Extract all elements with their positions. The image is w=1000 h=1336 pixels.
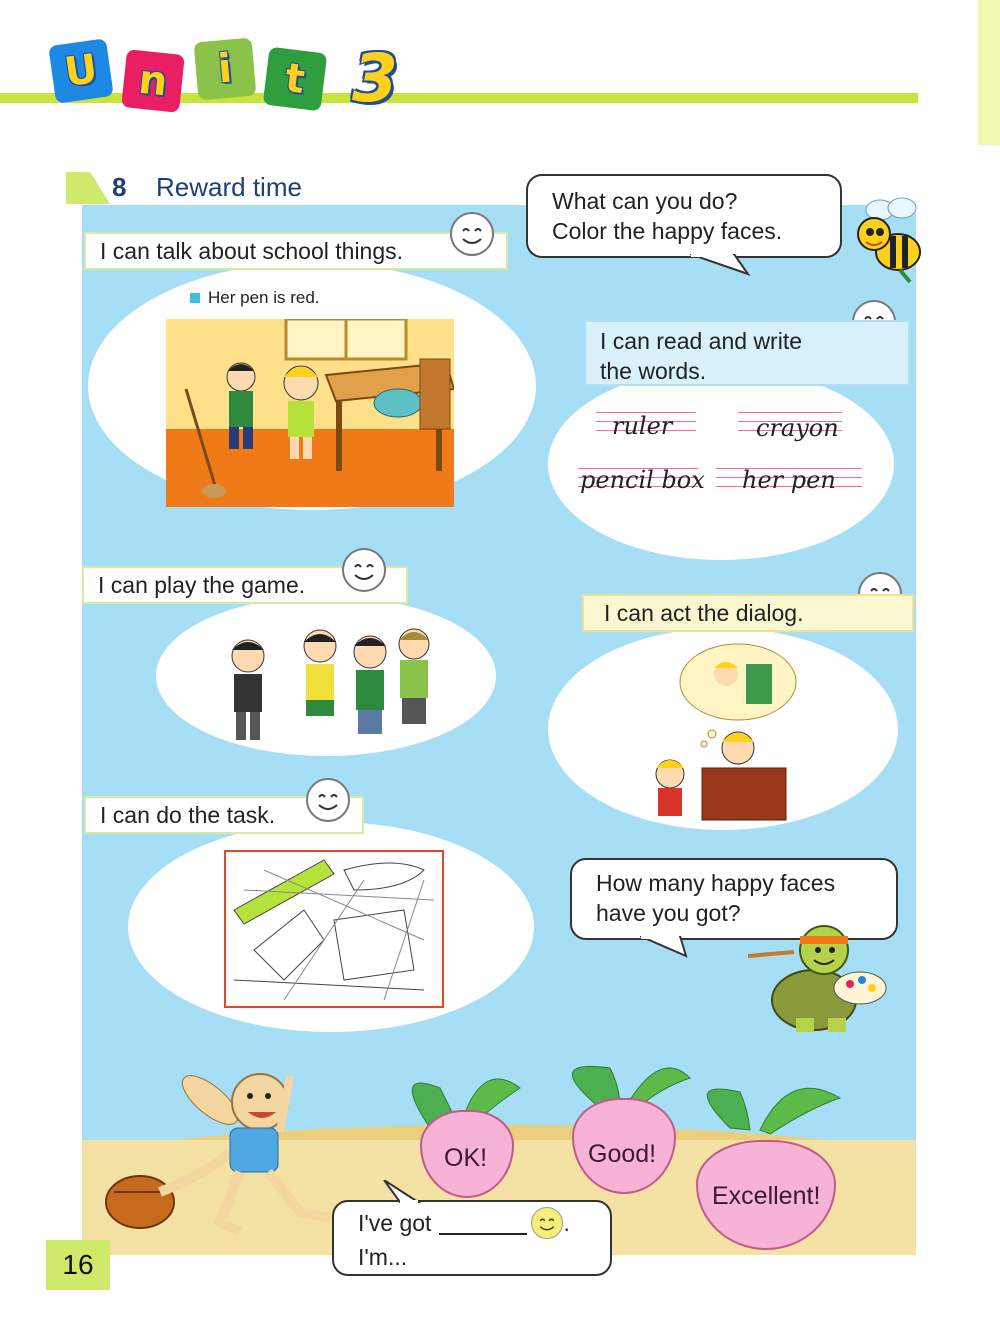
- radish-good-label: Good!: [588, 1140, 657, 1168]
- section-tab-marker: [66, 172, 110, 204]
- word-crayon: crayon: [756, 414, 839, 442]
- read-write-label: [584, 320, 910, 386]
- word-ruler: ruler: [612, 412, 673, 440]
- rabbit-bubble-line2: I'm...: [358, 1244, 408, 1270]
- classroom-illustration: [166, 319, 454, 507]
- read-write-label-line2: the words.: [600, 358, 707, 384]
- unit-letter-tile: U: [48, 38, 114, 104]
- word-her-pen: her pen: [742, 466, 836, 494]
- task-label: I can do the task.: [84, 796, 364, 834]
- radish-ok-label: OK!: [444, 1144, 488, 1172]
- answer-blank[interactable]: [439, 1211, 527, 1235]
- unit-letter-tile: n: [121, 49, 185, 113]
- rabbit-icon: [100, 1062, 340, 1242]
- turtle-bubble-tail: [640, 936, 700, 958]
- unit-letter-tile: i: [194, 38, 257, 101]
- caption-bullet-icon: [190, 293, 200, 303]
- smiley-face-icon: [531, 1207, 563, 1239]
- smiley-face-icon[interactable]: [342, 548, 386, 592]
- bee-bubble-line1: What can you do?: [552, 188, 738, 214]
- bee-speech-bubble: [526, 174, 842, 258]
- section-title: Reward time: [156, 172, 302, 202]
- radish-excellent-label: Excellent!: [712, 1182, 821, 1210]
- turtle-painter-icon: [744, 918, 894, 1036]
- talk-caption: Her pen is red.: [208, 288, 320, 307]
- page-edge-stripe: [978, 0, 1000, 145]
- smiley-face-icon[interactable]: [306, 778, 350, 822]
- rabbit-bubble-line1: [358, 1206, 586, 1240]
- rabbit-bubble-suffix: .: [563, 1210, 570, 1236]
- kids-game-illustration: [220, 620, 440, 748]
- rabbit-speech-bubble: [332, 1200, 612, 1276]
- color-puzzle-illustration: [224, 850, 444, 1008]
- game-label: I can play the game.: [82, 566, 408, 604]
- bee-bubble-line2: Color the happy faces.: [552, 218, 783, 244]
- rabbit-bubble-tail: [380, 1180, 430, 1204]
- section-number: 8: [112, 172, 127, 202]
- rabbit-bubble-prefix: I've got: [358, 1210, 432, 1236]
- talk-label: I can talk about school things.: [84, 232, 508, 270]
- turtle-bubble-line2: have you got?: [596, 900, 741, 926]
- word-pencil-box: pencil box: [580, 466, 705, 494]
- dialog-label: I can act the dialog.: [582, 594, 914, 632]
- unit-number: 3: [352, 40, 398, 117]
- unit-letter-tile: t: [263, 47, 328, 112]
- read-write-label-line1: I can read and write: [600, 328, 803, 354]
- bee-icon: [840, 196, 932, 288]
- read-write-oval: [548, 368, 894, 560]
- dialog-illustration: [646, 640, 806, 828]
- smiley-face-icon[interactable]: [450, 212, 494, 256]
- bee-bubble-tail: [690, 254, 760, 276]
- page-number: 16: [46, 1240, 110, 1290]
- turtle-bubble-line1: How many happy faces: [596, 870, 836, 896]
